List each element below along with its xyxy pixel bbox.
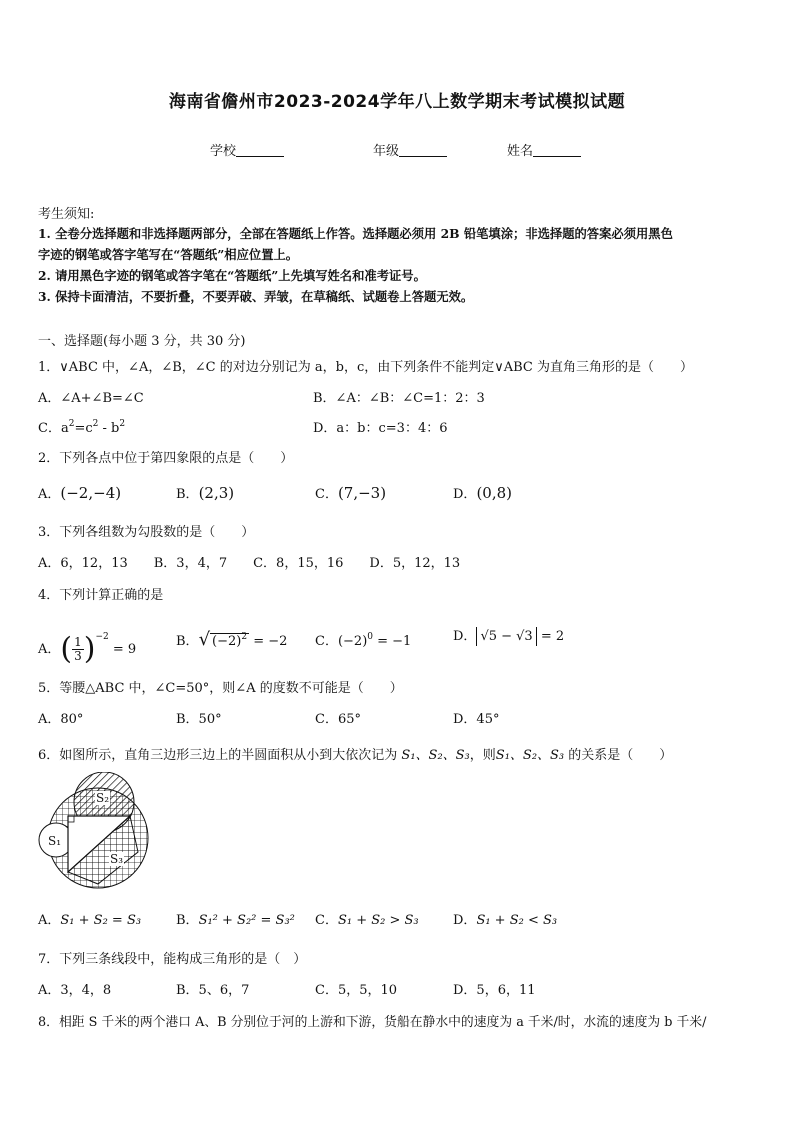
school-field[interactable]: 学校	[210, 140, 284, 159]
q2-stem: 2．下列各点中位于第四象限的点是（ ）	[38, 451, 294, 466]
grade-field[interactable]: 年级	[373, 140, 447, 159]
q1-option-c[interactable]: C．$a^2=c^2 - b^2$	[38, 419, 126, 436]
q4-option-a[interactable]: A．( $\frac{1}{3}$ )$^{-2}$ = 9	[38, 631, 137, 667]
label-s1: S₁	[48, 834, 62, 848]
q3-stem: 3．下列各组数为勾股数的是（ ）	[38, 525, 255, 540]
name-field[interactable]: 姓名	[507, 140, 581, 159]
q7-option-d[interactable]: D．5，6，11	[453, 983, 536, 998]
q7-stem: 7．下列三条线段中，能构成三角形的是（ ）	[38, 952, 307, 967]
q6-option-a[interactable]: A．S₁ + S₂ = S₃	[38, 913, 142, 928]
q1-option-a[interactable]: A．∠A+∠B=∠C	[38, 391, 144, 406]
label-s3: S₃	[110, 852, 124, 866]
notice-item-1b: 字迹的钢笔或答字笔写在“答题纸”相应位置上。	[38, 247, 299, 262]
q4-option-b[interactable]: B．√ $(-2)^2 = -2$	[176, 629, 288, 650]
q2-option-b[interactable]: B．(2,3)	[176, 484, 235, 502]
q4-option-c[interactable]: C．$(-2)^0 = -1$	[315, 632, 412, 649]
q6-stem: 6．如图所示，直角三边形三边上的半圆面积从小到大依次记为 S₁、S₂、S₃，则S₁、S₂、S₃ 的关系是（ ）	[38, 748, 673, 763]
q1-stem: 1．∨ABC 中，∠A，∠B，∠C 的对边分别记为 a，b，c，由下列条件不能判定∨ABC 为直角三角形的是（ ）	[38, 360, 694, 375]
q4-stem: 4．下列计算正确的是	[38, 588, 164, 603]
semicircle-diagram	[38, 772, 163, 890]
fraction: $\frac{1}{3}$	[74, 635, 82, 663]
q5-option-d[interactable]: D．45°	[453, 712, 500, 727]
q5-option-c[interactable]: C．65°	[315, 712, 361, 727]
exam-title: 海南省儋州市2023-2024学年八上数学期末考试模拟试题	[168, 92, 626, 112]
q6-option-c[interactable]: C．S₁ + S₂ > S₃	[315, 913, 419, 928]
q6-option-d[interactable]: D．S₁ + S₂ < S₃	[453, 913, 558, 928]
semicircle-figure	[38, 772, 163, 890]
notice-item-2: 2. 请用黑色字迹的钢笔或答字笔在“答题纸”上先填写姓名和准考证号。	[38, 268, 426, 283]
q4-option-d[interactable]: D． √5 − √3 = 2	[453, 629, 565, 644]
q2-option-c[interactable]: C．(7,−3)	[315, 484, 387, 502]
q2-option-d[interactable]: D．(0,8)	[453, 484, 512, 502]
q5-option-a[interactable]: A．80°	[38, 712, 84, 727]
sqrt-sign: √	[198, 629, 211, 650]
q3-options[interactable]: A．6，12，13 B．3，4，7 C．8，15，16 D．5，12，13	[38, 556, 461, 571]
notice-item-1a: 1. 全卷分选择题和非选择题两部分，全部在答题纸上作答。选择题必须用 2B 铅笔填涂；非选择题的答案必须用黑色	[38, 226, 673, 241]
notice-item-3: 3. 保持卡面清洁，不要折叠，不要弄破、弄皱，在草稿纸、试题卷上答题无效。	[38, 289, 474, 304]
section-heading: 一、选择题(每小题 3 分，共 30 分)	[38, 334, 246, 349]
q1-option-b[interactable]: B．∠A：∠B：∠C=1：2：3	[313, 391, 485, 406]
label-s2: S₂	[96, 791, 110, 805]
q7-option-a[interactable]: A．3，4，8	[38, 983, 112, 998]
notice-heading: 考生须知:	[38, 207, 95, 222]
q8-stem: 8．相距 S 千米的两个港口 A、B 分别位于河的上游和下游，货船在静水中的速度为 a 千米/时，水流的速度为 b 千米/	[38, 1015, 707, 1030]
q5-option-b[interactable]: B．50°	[176, 712, 222, 727]
q7-option-c[interactable]: C．5，5，10	[315, 983, 398, 998]
q5-stem: 5．等腰△ABC 中，∠C=50°，则∠A 的度数不可能是（ ）	[38, 681, 403, 696]
q1-option-d[interactable]: D．a：b：c=3：4：6	[313, 421, 448, 436]
q7-option-b[interactable]: B．5、6，7	[176, 983, 250, 998]
q6-option-b[interactable]: B．S₁² + S₂² = S₃²	[176, 913, 295, 928]
q2-option-a[interactable]: A．(−2,−4)	[38, 484, 122, 502]
